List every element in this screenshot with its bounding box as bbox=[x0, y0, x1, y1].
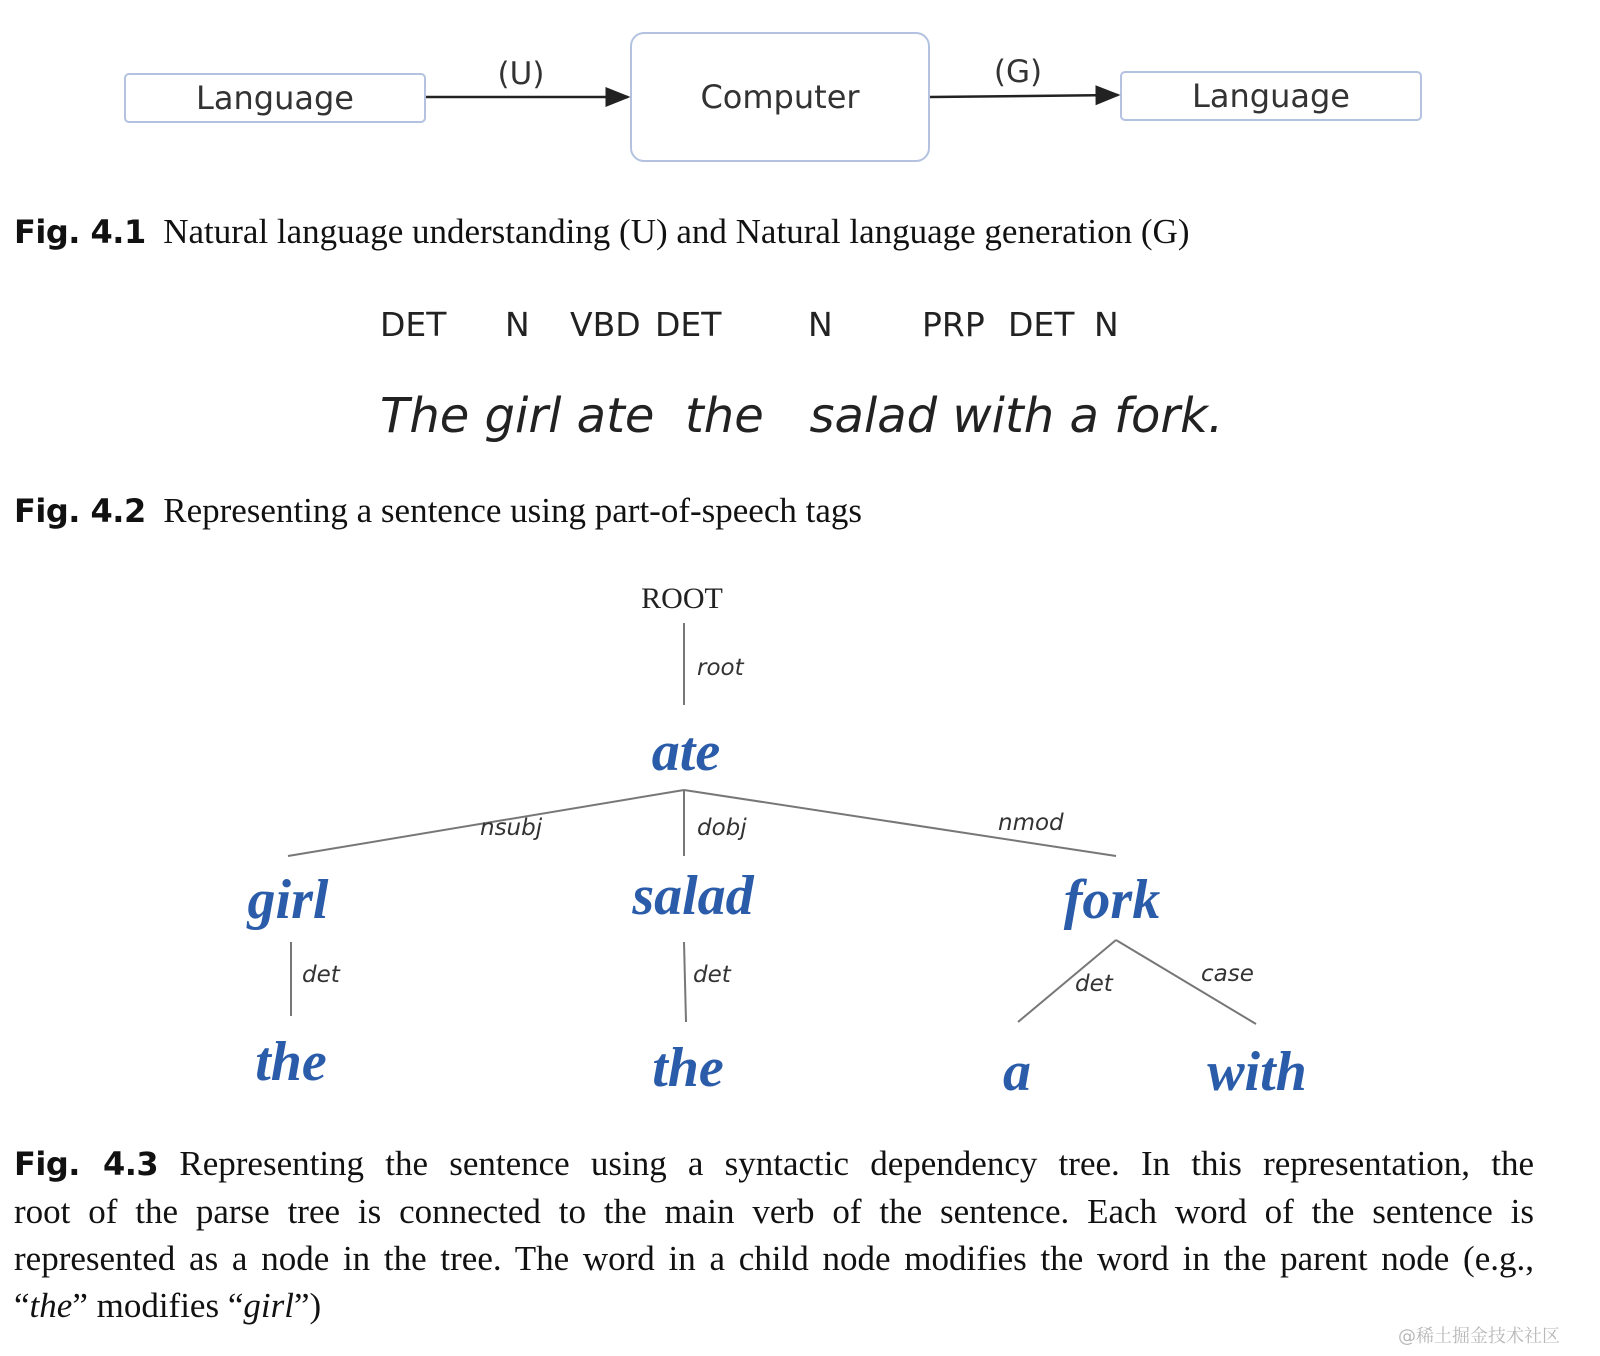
edge-label-nmod: nmod bbox=[998, 810, 1064, 836]
fig3-caption-line-2: root of the parse tree is connected to the main verb of the sentence. Each word of the sentence is bbox=[14, 1192, 1534, 1231]
fig1-caption-text: Natural language understanding (U) and Natural language generation (G) bbox=[163, 212, 1190, 251]
pos-tag-prp-with: PRP bbox=[922, 305, 985, 344]
computer-label: Computer bbox=[700, 78, 860, 116]
language-input-label: Language bbox=[196, 79, 354, 117]
node-ate: ate bbox=[651, 721, 721, 783]
language-output-label: Language bbox=[1192, 77, 1350, 115]
node-fork: fork bbox=[1063, 869, 1161, 931]
edge-label-case: case bbox=[1201, 961, 1254, 987]
pos-tag-det-a: DET bbox=[1008, 305, 1075, 344]
fig3-caption-line-1 bbox=[14, 1140, 1534, 1188]
edge-det-salad bbox=[684, 942, 686, 1022]
edge-label-root: root bbox=[697, 655, 744, 681]
pos-tag-vbd-ate: VBD bbox=[570, 305, 641, 344]
generation-label: (G) bbox=[993, 54, 1043, 90]
fig3-example-word-girl: girl bbox=[243, 1286, 294, 1325]
example-sentence: The girl ate the salad with a fork. bbox=[380, 388, 1224, 444]
pos-tag-det-the2: DET bbox=[655, 305, 722, 344]
node-salad: salad bbox=[632, 865, 754, 927]
fig3-quote-close: ”) bbox=[293, 1286, 322, 1325]
edge-label-dobj: dobj bbox=[697, 815, 747, 841]
fig1-caption-label: Fig. 4.1 bbox=[14, 213, 146, 251]
fig3-caption bbox=[14, 1140, 1534, 1329]
node-the-salad: the bbox=[652, 1037, 724, 1099]
pos-tag-n-girl: N bbox=[505, 305, 530, 344]
root-node: ROOT bbox=[641, 582, 723, 615]
watermark: @稀土掘金技术社区 bbox=[1398, 1326, 1560, 1347]
edge-label-det-girl: det bbox=[302, 962, 340, 988]
fig3-caption-line-3: represented as a node in the tree. The word in a child node modifies the word in the parent node (e.g., bbox=[14, 1239, 1534, 1278]
node-with: with bbox=[1207, 1041, 1307, 1103]
fig2-caption-text: Representing a sentence using part-of-speech tags bbox=[163, 491, 862, 530]
edge-label-det-salad: det bbox=[693, 962, 731, 988]
pos-tag-n-salad: N bbox=[808, 305, 833, 344]
pos-tag-det-the: DET bbox=[380, 305, 447, 344]
understanding-label: (U) bbox=[497, 56, 545, 92]
fig3-quote-mid: ” modifies “ bbox=[72, 1286, 244, 1325]
node-girl: girl bbox=[247, 869, 329, 931]
fig3-caption-line-1-text: Representing the sentence using a syntactic dependency tree. In this representation, the bbox=[179, 1144, 1535, 1183]
fig3-quote-open: “ bbox=[14, 1286, 30, 1325]
fig3-example-word-the: the bbox=[29, 1286, 73, 1325]
pos-tag-n-fork: N bbox=[1094, 305, 1119, 344]
fig3-caption-line-4 bbox=[14, 1282, 1534, 1329]
node-the-girl: the bbox=[255, 1031, 327, 1093]
fig2-caption-label: Fig. 4.2 bbox=[14, 492, 146, 530]
edge-label-nsubj: nsubj bbox=[480, 815, 543, 841]
node-a: a bbox=[1003, 1041, 1031, 1103]
edge-label-det-fork: det bbox=[1075, 971, 1113, 997]
fig3-caption-label: Fig. 4.3 bbox=[14, 1145, 159, 1183]
